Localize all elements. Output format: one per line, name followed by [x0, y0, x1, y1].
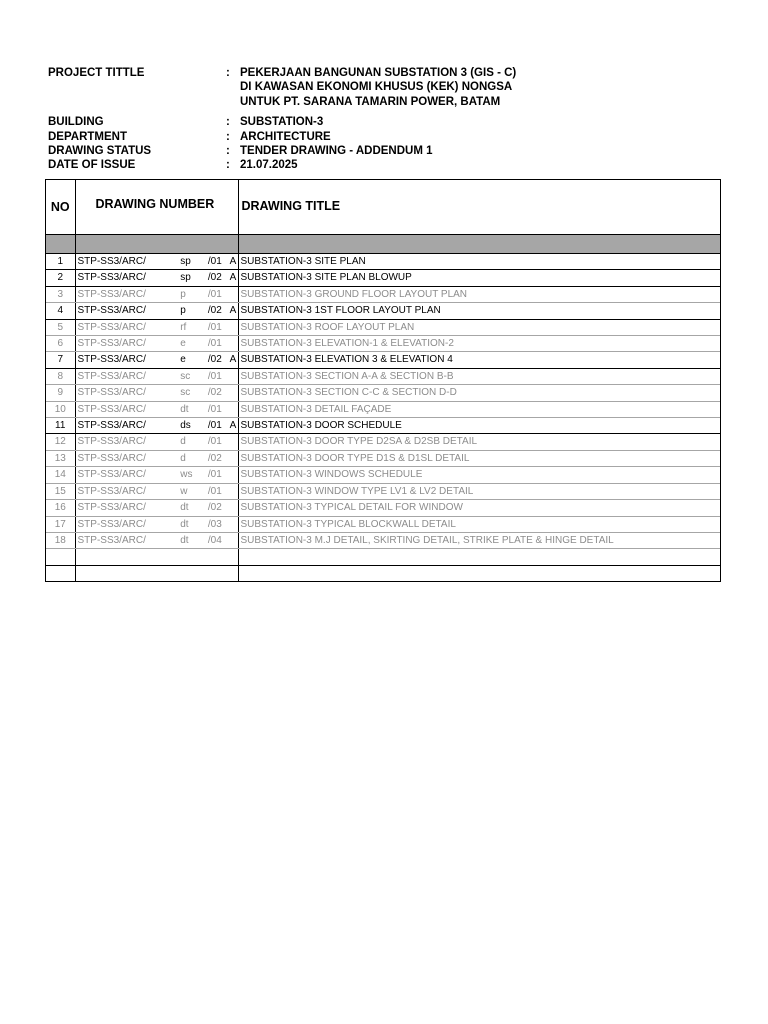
drawing-number: [75, 368, 238, 384]
drawing-number-sequence: /02: [207, 272, 222, 284]
drawing-number-code: dt: [180, 534, 189, 546]
project-title-line: PEKERJAAN BANGUNAN SUBSTATION 3 (GIS - C): [240, 67, 517, 79]
drawing-title: SUBSTATION-3 TYPICAL DETAIL FOR WINDOW: [238, 500, 720, 516]
drawing-number-prefix: STP-SS3/ARC/: [77, 436, 146, 448]
drawing-number-code: e: [180, 354, 186, 366]
project-title-line: UNTUK PT. SARANA TAMARIN POWER, BATAM: [240, 95, 501, 108]
drawing-title: SUBSTATION-3 GROUND FLOOR LAYOUT PLAN: [238, 286, 720, 302]
building-label: BUILDING: [48, 116, 104, 129]
drawing-number-code: e: [180, 338, 186, 350]
drawing-number-code: p: [180, 288, 186, 300]
drawing-number: [75, 450, 238, 466]
drawing-no: 16: [46, 500, 75, 516]
colon: :: [226, 145, 230, 158]
drawing-title: SUBSTATION-3 M.J DETAIL, SKIRTING DETAIL, STRIKE PLATE & HINGE DETAIL: [238, 532, 720, 548]
table-row: [46, 434, 720, 450]
drawing-title: SUBSTATION-3 ELEVATION-1 & ELEVATION-2: [238, 336, 720, 352]
drawing-number-code: ds: [180, 420, 191, 432]
drawing-title: SUBSTATION-3 WINDOW TYPE LV1 & LV2 DETAIL: [238, 483, 720, 499]
colon: :: [226, 159, 230, 172]
department-value: ARCHITECTURE: [240, 130, 331, 143]
drawing-number-prefix: STP-SS3/ARC/: [77, 518, 146, 530]
empty-row: [46, 565, 720, 581]
drawing-number: [75, 401, 238, 417]
drawing-no: 15: [46, 483, 75, 499]
table-row: [46, 286, 720, 302]
drawing-number: [75, 270, 238, 286]
drawing-number-prefix: STP-SS3/ARC/: [77, 534, 146, 546]
colon: :: [226, 67, 230, 79]
table-row: [46, 483, 720, 499]
drawing-number: [75, 352, 238, 368]
drawing-revision: A: [229, 305, 237, 317]
drawing-no: 12: [46, 434, 75, 450]
drawing-number-sequence: /01: [207, 420, 222, 432]
drawing-number: [75, 532, 238, 548]
drawing-number: [75, 286, 238, 302]
drawing-number: [75, 483, 238, 499]
table-row: [46, 303, 720, 319]
drawing-number: [75, 418, 238, 434]
table-row: [46, 368, 720, 384]
drawing-revision: [230, 451, 238, 466]
drawing-number-sequence: /03: [207, 518, 222, 530]
drawing-number-sequence: /02: [207, 502, 222, 514]
drawing-number-prefix: STP-SS3/ARC/: [77, 469, 146, 481]
drawing-title: SUBSTATION-3 DOOR SCHEDULE: [238, 418, 720, 434]
empty-row: [46, 549, 720, 565]
drawing-number-prefix: STP-SS3/ARC/: [77, 485, 146, 497]
drawing-title: SUBSTATION-3 DOOR TYPE D2SA & D2SB DETAIL: [238, 434, 720, 450]
drawing-number-code: w: [180, 485, 188, 497]
drawing-number-code: dt: [180, 502, 189, 514]
drawing-number-code: d: [180, 452, 186, 464]
drawing-number-sequence: /01: [207, 436, 222, 448]
project-title-line: DI KAWASAN EKONOMI KHUSUS (KEK) NONGSA: [240, 81, 513, 94]
drawing-number-sequence: /01: [207, 370, 222, 382]
drawing-number-sequence: /01: [207, 321, 222, 333]
drawing-number-code: sc: [180, 370, 191, 382]
table-row: [46, 319, 720, 335]
drawing-no: 4: [46, 303, 75, 319]
drawing-title: SUBSTATION-3 ELEVATION 3 & ELEVATION 4: [238, 352, 720, 368]
drawing-title: SUBSTATION-3 ROOF LAYOUT PLAN: [238, 319, 720, 335]
drawing-revision: [230, 287, 238, 302]
table-row: [46, 352, 720, 368]
drawing-number-prefix: STP-SS3/ARC/: [77, 354, 146, 366]
department-row: [48, 130, 728, 144]
department-label: DEPARTMENT: [48, 130, 128, 143]
drawing-number-code: dt: [180, 403, 189, 415]
drawing-number-code: sp: [180, 272, 191, 284]
drawing-number-prefix: STP-SS3/ARC/: [77, 452, 146, 464]
drawing-revision: [230, 434, 238, 449]
drawing-number: [75, 385, 238, 401]
drawing-number-prefix: STP-SS3/ARC/: [77, 272, 146, 284]
date-of-issue-row: [48, 158, 728, 172]
drawing-number: [75, 336, 238, 352]
drawing-title: SUBSTATION-3 TYPICAL BLOCKWALL DETAIL: [238, 516, 720, 532]
drawing-number-code: ws: [180, 469, 193, 481]
drawing-number-sequence: /02: [207, 305, 222, 317]
drawing-number: [75, 319, 238, 335]
column-header-drawing-title: DRAWING TITLE: [241, 199, 341, 214]
drawing-number-sequence: /02: [207, 387, 222, 399]
drawing-no: 11: [46, 418, 75, 434]
drawing-revision: [230, 467, 238, 482]
drawing-revision: A: [229, 420, 237, 432]
date-of-issue-label: DATE OF ISSUE: [48, 159, 136, 172]
drawing-no: 5: [46, 319, 75, 335]
project-title-row: [48, 66, 728, 109]
table-header-row: [46, 180, 720, 235]
drawing-number-prefix: STP-SS3/ARC/: [77, 338, 146, 350]
drawing-number-code: d: [180, 436, 186, 448]
drawing-title: SUBSTATION-3 1ST FLOOR LAYOUT PLAN: [238, 303, 720, 319]
drawing-no: 2: [46, 270, 75, 286]
drawing-number-sequence: /01: [207, 338, 222, 350]
drawing-number: [75, 434, 238, 450]
drawing-number-sequence: /01: [207, 256, 222, 267]
drawing-no: 17: [46, 516, 75, 532]
drawing-number: [75, 467, 238, 483]
drawing-revision: [230, 484, 238, 499]
colon: :: [226, 116, 230, 129]
building-value: SUBSTATION-3: [240, 116, 324, 129]
drawing-revision: [230, 500, 238, 515]
drawing-number: [75, 516, 238, 532]
table-row: [46, 532, 720, 548]
drawing-number-prefix: STP-SS3/ARC/: [77, 502, 146, 514]
document-header: [48, 66, 728, 173]
drawing-status-value: TENDER DRAWING - ADDENDUM 1: [240, 145, 433, 158]
drawing-number-code: p: [180, 305, 186, 317]
drawing-number-prefix: STP-SS3/ARC/: [77, 370, 146, 382]
table-header-band: [46, 235, 720, 254]
table-row: [46, 500, 720, 516]
drawing-number-code: dt: [180, 518, 189, 530]
drawing-no: 13: [46, 450, 75, 466]
drawing-register-table: [45, 179, 721, 582]
drawing-number-code: rf: [180, 321, 187, 333]
drawing-no: 8: [46, 368, 75, 384]
drawing-number-prefix: STP-SS3/ARC/: [77, 387, 146, 399]
drawing-number-prefix: STP-SS3/ARC/: [77, 256, 146, 267]
drawing-status-label: DRAWING STATUS: [48, 145, 152, 158]
drawing-number-sequence: /01: [207, 469, 222, 481]
drawing-title: SUBSTATION-3 SECTION C-C & SECTION D-D: [238, 385, 720, 401]
table-row: [46, 450, 720, 466]
drawing-number-prefix: STP-SS3/ARC/: [77, 403, 146, 415]
drawing-title: SUBSTATION-3 WINDOWS SCHEDULE: [238, 467, 720, 483]
drawing-title: SUBSTATION-3 SECTION A-A & SECTION B-B: [238, 368, 720, 384]
drawing-revision: [230, 320, 238, 335]
table-row: [46, 467, 720, 483]
drawing-no: 14: [46, 467, 75, 483]
drawing-revision: [230, 517, 238, 532]
drawing-no: 7: [46, 352, 75, 368]
drawing-no: 6: [46, 336, 75, 352]
drawing-title: SUBSTATION-3 DETAIL FAÇADE: [238, 401, 720, 417]
table-row: [46, 270, 720, 286]
drawing-no: 3: [46, 286, 75, 302]
colon: :: [226, 130, 230, 143]
drawing-no: 1: [46, 254, 75, 270]
table-row: [46, 385, 720, 401]
drawing-number-sequence: /04: [207, 534, 222, 546]
project-title-value: [240, 66, 728, 109]
drawing-title: SUBSTATION-3 SITE PLAN: [238, 254, 720, 270]
drawing-revision: [230, 533, 238, 548]
table-row: [46, 401, 720, 417]
date-of-issue-value: 21.07.2025: [240, 159, 298, 172]
drawing-no: 18: [46, 532, 75, 548]
table-row: [46, 418, 720, 434]
drawing-number: [75, 500, 238, 516]
drawing-number-sequence: /02: [207, 452, 222, 464]
drawing-number-sequence: /01: [207, 288, 222, 300]
column-header-no: NO: [46, 180, 75, 235]
drawing-revision: [230, 369, 238, 384]
drawing-number: [75, 254, 238, 270]
drawing-number-code: sp: [180, 256, 191, 267]
drawing-no: 10: [46, 401, 75, 417]
drawing-status-row: [48, 144, 728, 158]
column-header-drawing-number: DRAWING NUMBER: [75, 180, 238, 235]
drawing-revision: [230, 385, 238, 400]
drawing-number-prefix: STP-SS3/ARC/: [77, 420, 146, 432]
drawing-number: [75, 303, 238, 319]
drawing-revision: A: [229, 354, 237, 366]
drawing-number-sequence: /01: [207, 403, 222, 415]
drawing-no: 9: [46, 385, 75, 401]
drawing-revision: [230, 402, 238, 417]
drawing-number-prefix: STP-SS3/ARC/: [77, 288, 146, 300]
table-row: [46, 516, 720, 532]
drawing-number-prefix: STP-SS3/ARC/: [77, 321, 146, 333]
drawing-revision: [230, 336, 238, 351]
drawing-title: SUBSTATION-3 SITE PLAN BLOWUP: [238, 270, 720, 286]
drawing-number-sequence: /01: [207, 485, 222, 497]
drawing-number-prefix: STP-SS3/ARC/: [77, 305, 146, 317]
building-row: [48, 115, 728, 129]
drawing-number-sequence: /02: [207, 354, 222, 366]
project-title-label: PROJECT TITTLE: [48, 67, 145, 79]
drawing-revision: A: [229, 272, 237, 284]
drawing-revision: A: [229, 256, 237, 267]
table-row: [46, 336, 720, 352]
drawing-title: SUBSTATION-3 DOOR TYPE D1S & D1SL DETAIL: [238, 450, 720, 466]
drawing-number-code: sc: [180, 387, 191, 399]
table-row: [46, 254, 720, 270]
